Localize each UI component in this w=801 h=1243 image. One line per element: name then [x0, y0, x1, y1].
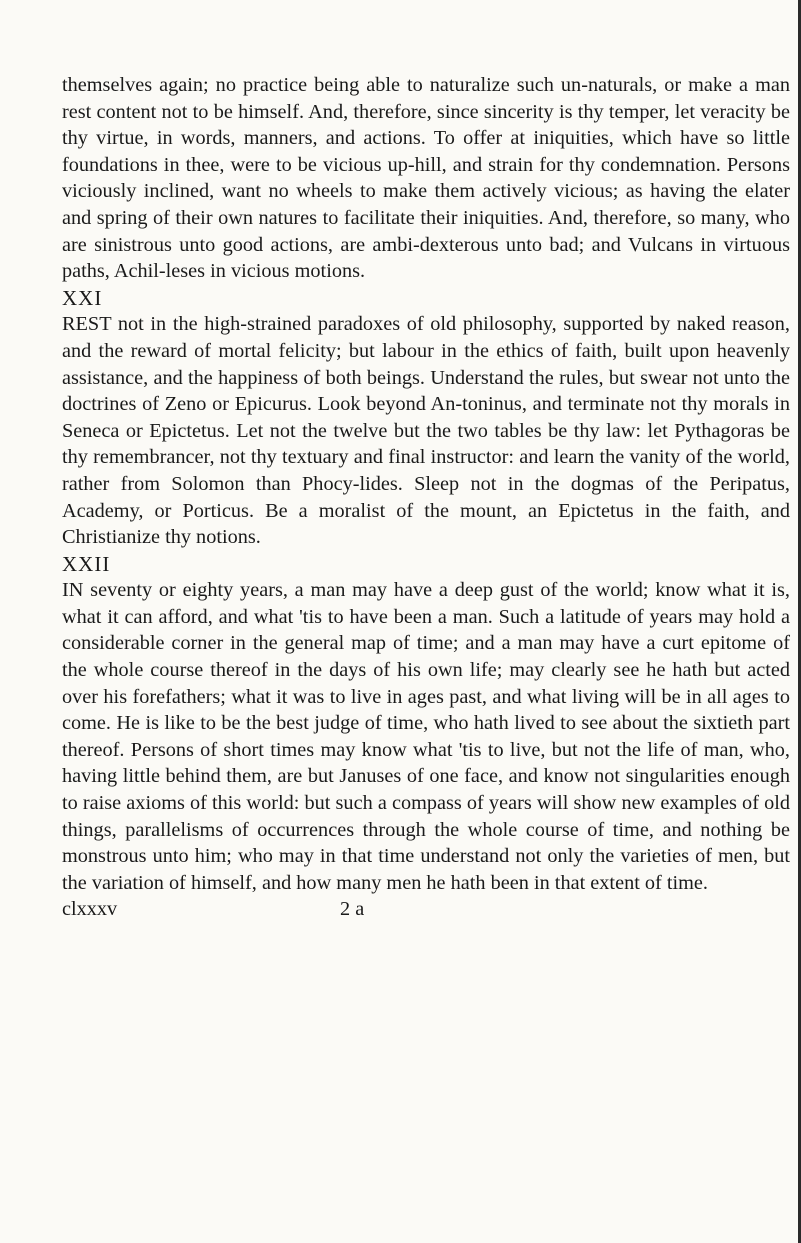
page-number: clxxxv — [62, 898, 118, 921]
section-heading-xxii: XXII — [62, 551, 111, 576]
section-heading-xxi: XXI — [62, 285, 103, 310]
paragraph-xxii: IN seventy or eighty years, a man may have a deep gust of the world; know what it is, what it can afford, and what 'tis to have been a man. Such a latitude of years may hold a considerable corner in the general map of time; and a man may have a curt epitome of the whole course thereof in the days of his own life; may clearly see he hath but acted over his forefathers; what it was to live in ages past, and what living will be in all ages to come. He is like to be the best judge of time, who hath lived to see about the sixtieth part thereof. Persons of short times may know what 'tis to live, but not the life of man, who, having little behind them, are but Januses of one face, and know not singularities enough to raise axioms of this world: but such a compass of years will show new examples of old things, parallelisms of occurrences through the whole course of time, and nothing be monstrous unto him; who may in that time understand not only the varieties of men, but the variation of himself, and how many men he hath been in that extent of time. — [62, 579, 790, 894]
paragraph-xxi: REST not in the high-strained paradoxes of old philosophy, supported by naked reason, and the reward of mortal felicity; but labour in the ethics of faith, built upon heavenly assistance, and the happiness of both beings. Understand the rules, but swear not unto the doctrines of Zeno or Epicurus. Look beyond An-toninus, and terminate not thy morals in Seneca or Epictetus. Let not the twelve but the two tables be thy law: let Pythagoras be thy remembrancer, not thy textuary and final instructor: and learn the vanity of the world, rather from Solomon than Phocy-lides. Sleep not in the dogmas of the Peripatus, Academy, or Porticus. Be a moralist of the mount, an Epictetus in the faith, and Christianize thy notions. — [62, 313, 790, 549]
page-footer — [62, 896, 790, 923]
book-page — [62, 72, 790, 923]
paragraph-continuation: themselves again; no practice being able to naturalize such un-naturals, or make a man rest content not to be himself. And, therefore, since sincerity is thy temper, let veracity be thy virtue, in words, manners, and actions. To offer at iniquities, which have so little foundations in thee, were to be vicious up-hill, and strain for thy condemnation. Persons viciously inclined, want no wheels to make them actively vicious; as having the elater and spring of their own natures to facilitate their iniquities. And, therefore, so many, who are sinistrous unto good actions, are ambi-dexterous unto bad; and Vulcans in virtuous paths, Achil-leses in vicious motions. — [62, 74, 790, 283]
signature-mark: 2 a — [340, 898, 365, 921]
